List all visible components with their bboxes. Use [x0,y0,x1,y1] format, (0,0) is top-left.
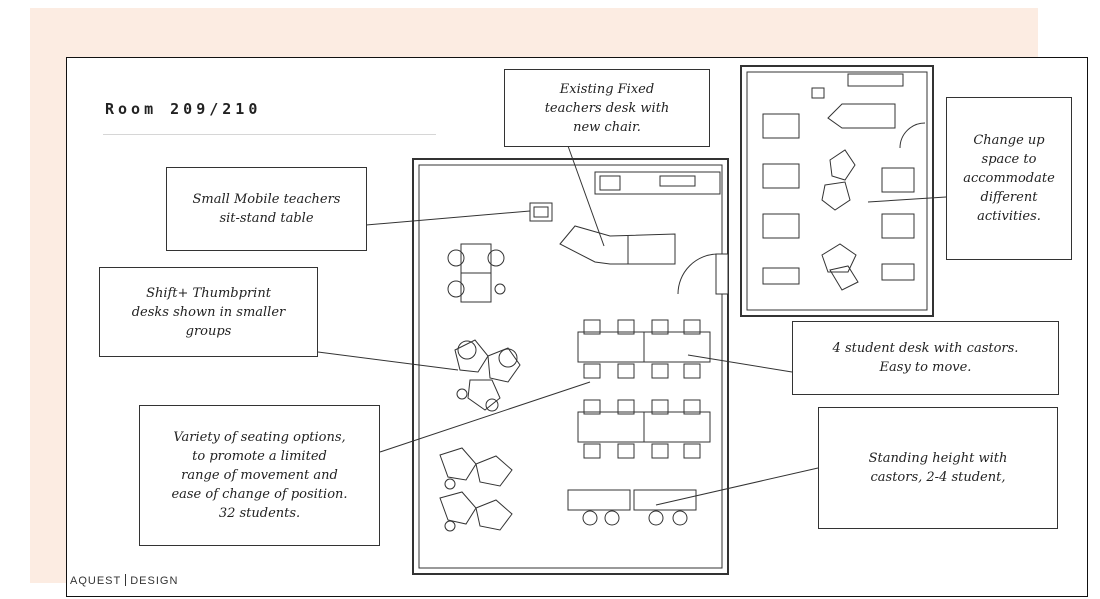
callout-thumbprint-desks: Shift+ Thumbprint desks shown in smaller groups [99,267,318,357]
alternate-room-furniture [763,74,925,290]
callout-standing-height: Standing height with castors, 2-4 student, [818,407,1058,529]
footer-logo [70,574,178,587]
castor-desk-row-1 [578,320,710,378]
thumbprint-desk-pair-bottom [440,448,512,531]
cabinet-counter [595,172,720,194]
standing-height-desks [568,490,696,525]
desk-group-left [448,244,505,302]
callout-seating-options: Variety of seating options, to promote a limited range of movement and ease of change of position. 32 students. [139,405,380,546]
page-title: Room 209/210 [105,100,262,118]
castor-desk-row-2 [578,400,710,458]
footer-logo-right: DESIGN [130,575,179,587]
footer-logo-separator [125,574,126,586]
door-leaf [716,254,728,294]
mobile-sit-stand-table [530,203,552,221]
alternate-room-outline [741,66,933,316]
main-room-outline [413,159,728,574]
callout-change-space: Change up space to accommodate different activities. [946,97,1072,260]
main-room-inner-wall [419,165,722,568]
teachers-desk [560,226,675,264]
callout-teachers-desk: Existing Fixed teachers desk with new chair. [504,69,710,147]
thumbprint-desk-cluster [455,340,520,411]
callout-mobile-table: Small Mobile teachers sit-stand table [166,167,367,251]
door-swing [678,254,718,294]
callout-castor-desk: 4 student desk with castors. Easy to move. [792,321,1059,395]
footer-logo-left: AQUEST [70,575,122,587]
